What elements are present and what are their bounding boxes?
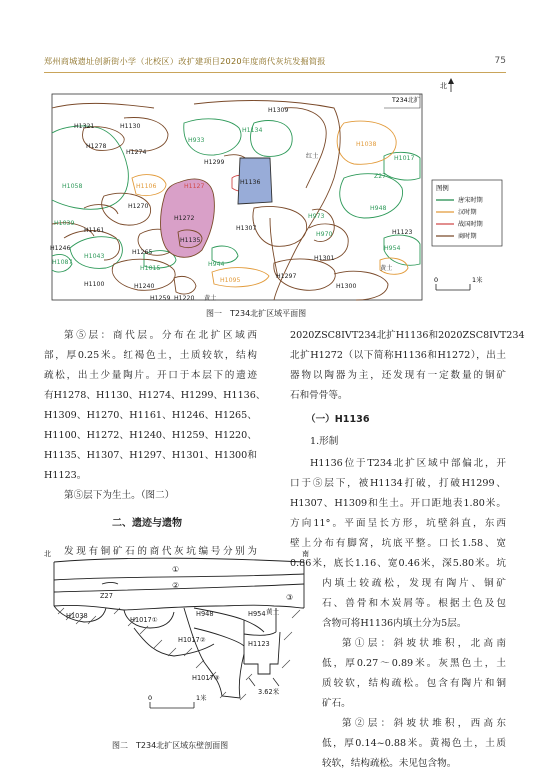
label-h933: H933 — [188, 137, 205, 144]
sec-label-z27: Z27 — [100, 592, 113, 600]
label-h1321: H1321 — [74, 123, 95, 130]
sec-label-h1123: H1123 — [248, 640, 270, 648]
label-h1058: H1058 — [62, 183, 83, 190]
legend-label-tang-song: 唐宋时期 — [458, 197, 483, 204]
feature-labels — [50, 107, 414, 302]
north-label: 北 — [440, 82, 447, 90]
left-p3: 发现有铜矿石的商代灰坑编号分别为 — [64, 546, 257, 557]
layer-2: ② — [172, 581, 180, 590]
depth-break-icon — [249, 678, 279, 686]
sec-label-h1017-3: H1017③ — [192, 674, 220, 682]
layer-3: ③ — [286, 593, 294, 602]
left-p1-line4: 有H1278、H1130、H1274、H1299、H1136、 — [44, 390, 266, 401]
label-h1300: H1300 — [336, 283, 357, 290]
sec-label-h948: H948 — [196, 610, 214, 618]
sec-label-h1038: H1038 — [66, 612, 88, 620]
section-heading: 二、遗迹与遗物 — [112, 518, 182, 529]
trench-border — [52, 94, 422, 300]
label-h1127: H1127 — [184, 183, 205, 190]
label-h970: H970 — [316, 231, 333, 238]
figure-2-section — [44, 548, 314, 718]
right-p2-line10: 第①层：斜坡状堆积，北高南 — [342, 638, 506, 649]
shang-features — [52, 101, 388, 300]
label-h1299: H1299 — [204, 159, 225, 166]
legend-title: 图例 — [436, 184, 449, 192]
label-h1307: H1307 — [236, 225, 257, 232]
label-h954: H954 — [384, 245, 401, 252]
right-p2-line9: 含物可将H1136内填土分为5层。 — [322, 618, 467, 629]
label-h1161: H1161 — [84, 227, 105, 234]
label-h1087: H1087 — [52, 259, 73, 266]
scale-bar — [434, 275, 483, 290]
label-h973: H973 — [308, 213, 325, 220]
figure-1-plan-map — [44, 78, 506, 304]
left-p1-line1: 第⑤层：商代层。分布在北扩区域西 — [64, 330, 257, 341]
left-p1-line2: 部，厚0.25米。红褐色土，土质较软，结构 — [44, 350, 257, 361]
right-p2-line4: 方向11°。平面呈长方形，坑壁斜直，东西 — [290, 518, 506, 529]
label-h1270: H1270 — [128, 203, 149, 210]
right-p2-line6: 0.86米，底长1.16、宽0.46米，深5.80米。坑 — [290, 558, 506, 569]
legend-label-han: 汉时期 — [458, 209, 477, 216]
figure-2-caption: 图二 T234北扩区域东壁剖面图 — [112, 741, 229, 750]
left-p1-line3: 疏松，出土少量陶片。开口于本层下的遗迹 — [44, 370, 257, 381]
subheading-form: 1.形制 — [310, 436, 339, 447]
label-h1043: H1043 — [84, 253, 105, 260]
label-h1301: H1301 — [314, 255, 335, 262]
right-p2-line11: 低，厚0.27～0.89米。灰黑色土，土 — [322, 658, 506, 669]
label-h1130: H1130 — [120, 123, 141, 130]
label-h1039: H1039 — [54, 220, 75, 227]
north-arrow-icon — [448, 78, 454, 92]
section-south: 南 — [302, 550, 309, 558]
label-h1135: H1135 — [180, 237, 201, 244]
right-p2-line16: 较软，结构疏松。未见包含物。 — [322, 758, 457, 769]
section-scale-one: 1米 — [196, 694, 207, 702]
right-p2-line15: 低，厚0.14~0.88米。黄褐色土，土质 — [322, 738, 506, 749]
sec-label-yellow: 黄土 — [266, 608, 280, 616]
label-z27: Z27 — [374, 173, 387, 180]
label-h1123: H1123 — [392, 229, 413, 236]
sec-label-h954: H954 — [248, 610, 266, 618]
section-scale-zero: 0 — [148, 694, 153, 702]
right-p2-line3: H1307、H1309和生土。开口距地表1.80米。 — [290, 498, 506, 509]
trench-label: T234北扩 — [392, 97, 420, 104]
left-p1-line8: H1123。 — [44, 470, 87, 481]
sec-label-depth: 3.62米 — [258, 688, 280, 696]
label-h1017: H1017 — [394, 155, 415, 162]
right-p2-line5: 壁上分布有脚窝，坑底平整。口长1.58、宽 — [290, 538, 506, 549]
right-p1-line1: 2020ZSC8IVT234北扩H1136和2020ZSC8IVT234 — [290, 330, 525, 341]
label-h1274: H1274 — [126, 149, 147, 156]
right-p1-line3: 器物以陶器为主，还发现有一定数量的铜矿 — [290, 370, 506, 381]
left-p1-line7: H1135、H1307、H1297、H1301、H1300和 — [44, 450, 257, 461]
label-h948: H948 — [370, 205, 387, 212]
section-labels — [66, 565, 293, 696]
soil-red: 红土 — [306, 153, 319, 160]
section-scale-bar — [148, 693, 207, 708]
natural-soil-hatch — [58, 608, 300, 700]
left-p2: 第⑤层下为生土。（图二） — [64, 490, 175, 501]
right-p2-line2: 口于⑤层下，被H1134打破，打破H1299、 — [290, 478, 506, 489]
right-p2-line13: 矿石。 — [322, 698, 351, 709]
label-h1240: H1240 — [134, 283, 155, 290]
label-h1220: H1220 — [174, 295, 195, 302]
header-rule — [44, 72, 506, 73]
label-h1095: H1095 — [220, 277, 241, 284]
label-h1015: H1015 — [140, 265, 161, 272]
legend-label-warring-states: 战国时期 — [458, 221, 483, 228]
label-h1038: H1038 — [356, 141, 377, 148]
label-h1265: H1265 — [132, 249, 153, 256]
sec-label-h1017-2: H1017② — [178, 636, 206, 644]
label-h944: H944 — [208, 261, 225, 268]
scale-one: 1米 — [472, 276, 483, 284]
right-p2-line14: 第②层：斜坡状堆积，西高东 — [342, 718, 506, 729]
right-p2-line7: 内填土较疏松，发现有陶片、铜矿 — [322, 578, 506, 589]
right-p1-line2: 北扩H1272（以下简称H1136和H1272），出土 — [290, 350, 506, 361]
section-north: 北 — [44, 550, 51, 558]
sec-label-h1017-1: H1017① — [130, 616, 158, 624]
journal-title: 郑州商城遗址创新街小学（北校区）改扩建项目2020年度商代灰坑发掘简报 — [44, 56, 326, 66]
legend — [432, 180, 502, 246]
running-header — [44, 56, 506, 70]
label-h1272: H1272 — [174, 215, 195, 222]
subheading-h1136: （一）H1136 — [306, 414, 370, 425]
label-h1309: H1309 — [268, 107, 289, 114]
label-h1259: H1259 — [150, 295, 171, 302]
label-h1246: H1246 — [50, 245, 71, 252]
label-h1134: H1134 — [242, 127, 263, 134]
scale-zero: 0 — [434, 276, 439, 284]
label-h1297: H1297 — [276, 273, 297, 280]
section-lines — [54, 558, 304, 698]
layer-1: ① — [172, 565, 180, 574]
right-p1-line4: 石和骨骨等。 — [290, 390, 348, 401]
figure-1-caption: 图一 T234北扩区域平面图 — [206, 309, 307, 318]
right-p2-line8: 石、兽骨和木炭屑等。根据土色及包 — [322, 598, 506, 609]
right-p2-line12: 质较软，结构疏松。包含有陶片和铜 — [322, 678, 506, 689]
right-p2-line1: H1136位于T234北扩区域中部偏北，开 — [310, 458, 506, 469]
soil-yellow: 黄土 — [380, 265, 393, 272]
legend-label-shang: 商时期 — [458, 233, 477, 240]
left-p1-line5: H1309、H1270、H1161、H1246、H1265、 — [44, 410, 257, 421]
label-h1136: H1136 — [240, 179, 261, 186]
label-h1278: H1278 — [86, 143, 107, 150]
label-h1100: H1100 — [84, 281, 105, 288]
page-number: 75 — [494, 56, 506, 66]
soil-yellow-2: 黄土 — [204, 295, 217, 302]
label-h1106: H1106 — [136, 183, 157, 190]
left-p1-line6: H1100、H1272、H1240、H1259、H1220、 — [44, 430, 257, 441]
